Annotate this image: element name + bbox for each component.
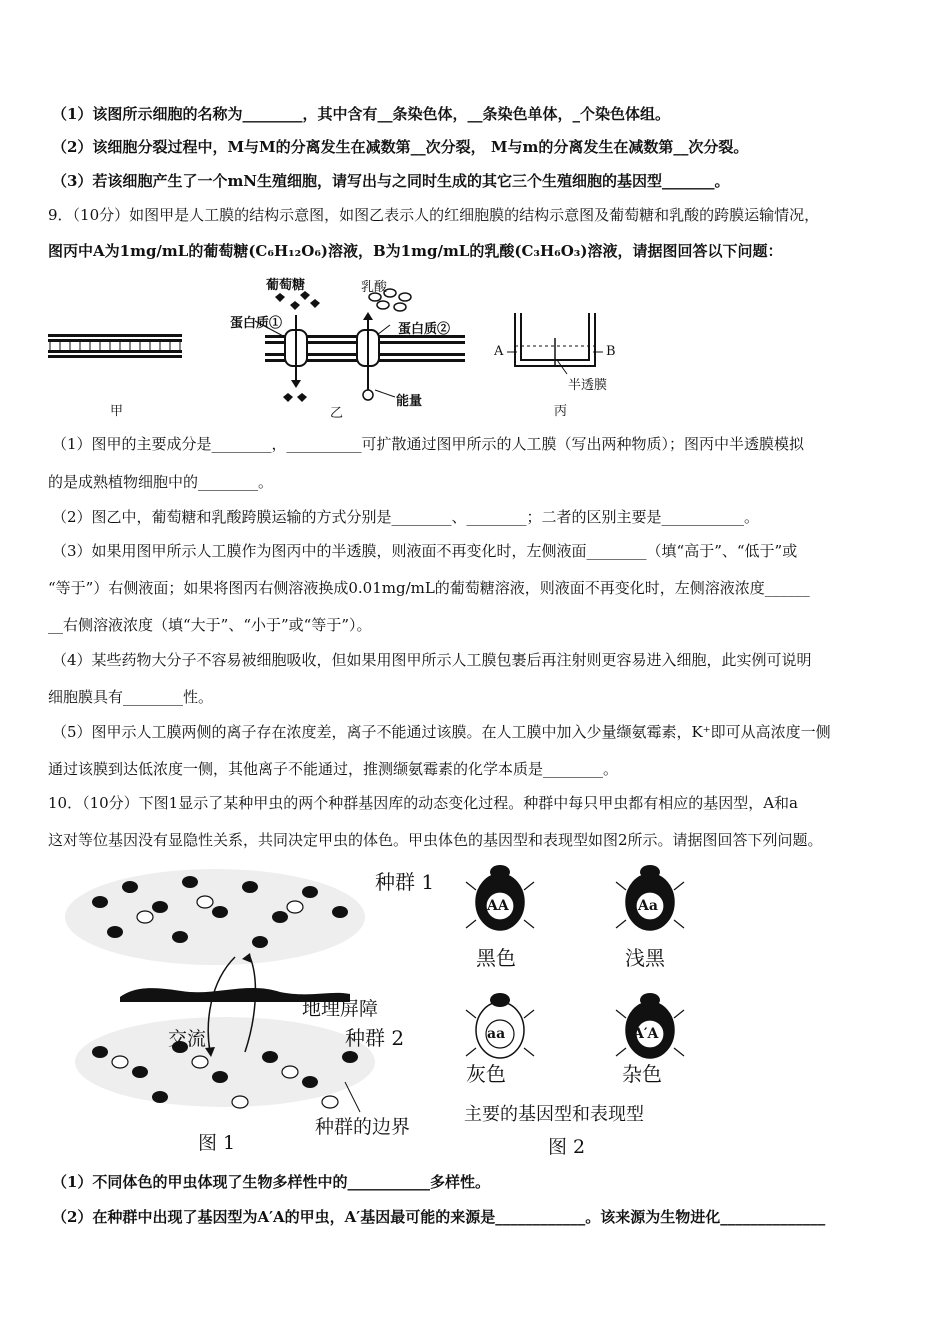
label-population2: 种群 2 [345, 1026, 405, 1050]
label-glucose: 葡萄糖 [266, 278, 306, 293]
q9-intro-line1: 9．（10分）如图甲是人工膜的结构示意图，如图乙表示人的红细胞膜的结构示意图及葡萄糖和乳酸的跨膜运输情况， [48, 206, 820, 224]
q8-sub1: （1）该图所示细胞的名称为________，其中含有__条染色体，__条染色单体，_个染色体组。 [52, 105, 670, 123]
phenotype-black: 黑色 [476, 946, 516, 970]
label-population1: 种群 1 [375, 870, 435, 894]
label-population-boundary: 种群的边界 [315, 1116, 411, 1138]
q8-sub2: （2）该细胞分裂过程中，M与M的分离发生在减数第__次分裂， M与m的分离发生在减数第__次分裂。 [52, 138, 749, 156]
q9-sub1-line1: （1）图甲的主要成分是________，__________可扩散通过图甲所示的人工膜（写出两种物质）；图丙中半透膜模拟 [52, 435, 805, 453]
q9-sub5-line2: 通过该膜到达低浓度一侧，其他离子不能通过，推测缬氨霉素的化学本质是________。 [48, 760, 619, 778]
label-b: B [606, 344, 616, 359]
q10-sub1: （1）不同体色的甲虫体现了生物多样性中的___________多样性。 [52, 1173, 490, 1191]
phenotype-mottled: 杂色 [622, 1062, 662, 1086]
membrane-figure-jia [46, 328, 186, 368]
label-protein2: 蛋白质② [398, 322, 451, 337]
q9-sub3-line3: __右侧溶液浓度（填“大于”、“小于”或“等于”）。 [48, 616, 372, 634]
label-protein1: 蛋白质① [230, 316, 283, 331]
q9-sub5-line1: （5）图甲示人工膜两侧的离子存在浓度差，离子不能通过该膜。在人工膜中加入少量缬氨霉素，K⁺即可从高浓度一侧 [52, 723, 831, 741]
genotype-aa-upper: AA [487, 898, 509, 914]
label-jia: 甲 [110, 404, 124, 419]
q9-sub3-line2: “等于”）右侧液面；如果将图丙右侧溶液换成0.01mg/mL的葡萄糖溶液，则液面不再变化时，左侧溶液浓度______ [48, 579, 810, 597]
genotype-aprime-a: A′A [633, 1026, 659, 1042]
q9-sub4-line1: （4）某些药物大分子不容易被细胞吸收，但如果用图甲所示人工膜包裹后再注射则更容易进入细胞，此实例可说明 [52, 651, 812, 669]
label-a: A [494, 344, 504, 359]
figure1-caption: 图 1 [198, 1132, 236, 1154]
q8-sub3: （3）若该细胞产生了一个mN生殖细胞，请写出与之同时生成的其它三个生殖细胞的基因型_______。 [52, 172, 730, 190]
q9-sub2: （2）图乙中，葡萄糖和乳酸跨膜运输的方式分别是________、________；二者的区别主要是___________。 [52, 508, 760, 526]
phenotype-gray: 灰色 [466, 1062, 506, 1086]
genotype-aa-lower: aa [487, 1026, 506, 1042]
q9-sub1-line2: 的是成熟植物细胞中的________。 [48, 473, 274, 491]
figure2-caption: 图 2 [548, 1136, 586, 1158]
label-bing: 丙 [554, 404, 568, 419]
label-exchange: 交流 [168, 1028, 207, 1050]
label-lactate: 乳酸 [361, 280, 388, 295]
figure2-title: 主要的基因型和表现型 [464, 1104, 644, 1125]
genotype-aa-mixed: Aa [638, 898, 658, 914]
label-semipermeable: 半透膜 [568, 378, 608, 393]
q10-intro-line1: 10．（10分）下图1显示了某种甲虫的两个种群基因库的动态变化过程。种群中每只甲虫都有相应的基因型，A和a [48, 794, 798, 812]
q10-intro-line2: 这对等位基因没有显隐性关系，共同决定甲虫的体色。甲虫体色的基因型和表现型如图2所示。请据图回答下列问题。 [48, 831, 823, 849]
label-energy: 能量 [396, 394, 423, 409]
phenotype-light-black: 浅黑 [625, 946, 665, 970]
q10-sub2: （2）在种群中出现了基因型为A′A的甲虫，A′基因最可能的来源是____________。该来源为生物进化______________ [52, 1208, 826, 1226]
q9-intro-line2: 图丙中A为1mg/mL的葡萄糖(C₆H₁₂O₆)溶液，B为1mg/mL的乳酸(C₃H₆O₃)溶液，请据图回答以下问题： [48, 242, 783, 260]
label-yi: 乙 [330, 406, 344, 421]
q9-sub3-line1: （3）如果用图甲所示人工膜作为图丙中的半透膜，则液面不再变化时，左侧液面________（填“高于”、“低于”或 [52, 542, 798, 560]
membrane-figure-yi [225, 275, 485, 415]
label-geographic-barrier: 地理屏障 [302, 998, 379, 1020]
q9-sub4-line2: 细胞膜具有________性。 [48, 688, 214, 706]
